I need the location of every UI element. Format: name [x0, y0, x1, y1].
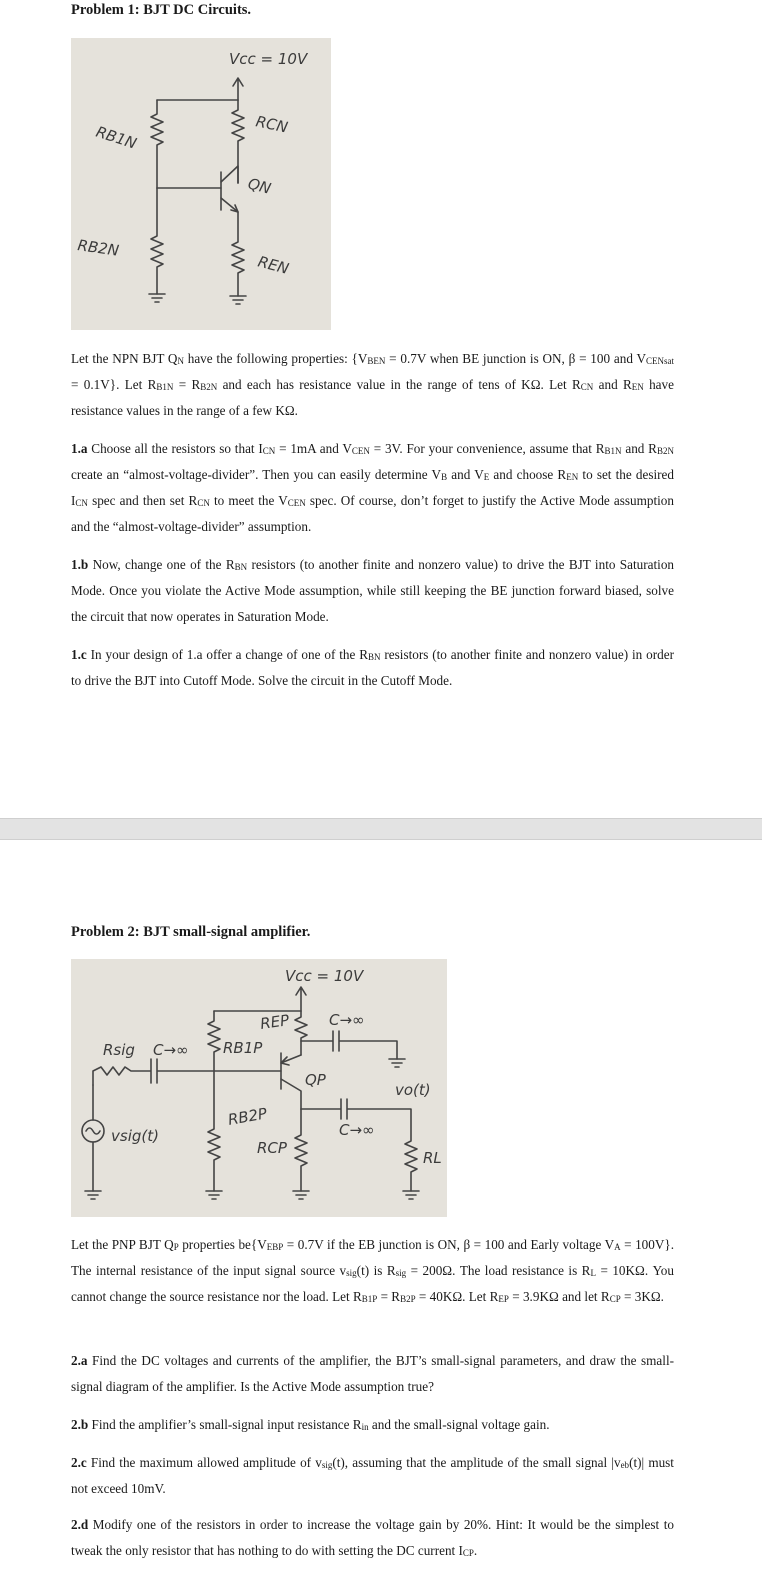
- rb2-label: RB2N: [76, 236, 121, 260]
- re-resistor: [295, 1011, 307, 1055]
- rl-label: RL: [423, 1149, 442, 1167]
- pnp-amplifier-drawing: [71, 959, 447, 1217]
- problem-1-schematic-photo: [71, 38, 331, 330]
- rb1-resistor: [151, 100, 163, 188]
- rb1-resistor: [208, 1011, 220, 1071]
- ground-s-icon: [85, 1191, 101, 1199]
- re-label: REN: [255, 252, 291, 278]
- problem-1a: 1.a Choose all the resistors so that $I_{CN} = 1mA$ and $V_{CEN} = 3V$. For your convenience, assume that $R_{B1N}$ and $R_{B2N}$ create an “almost-voltage-divider”. Then you can easily determine $V_B$ and $V_E$ and choose $R_{EN}$ to set the desired $I_{CN}$ spec and then set $R_{CN}$ to meet the $V_{CEN}$ spec. Of course, don’t forget to justify the Active Mode assumption and the “almost-voltage-divider” assumption.: [71, 441, 674, 534]
- collector-leg: [221, 166, 238, 183]
- problem-2a: 2.a Find the DC voltages and currents of the amplifier, the BJT’s small-signal parameters, and draw the small-signal diagram of the amplifier. Is the Active Mode assumption true?: [71, 1353, 674, 1394]
- ground-c-icon: [293, 1191, 309, 1199]
- ground-e-icon: [389, 1059, 405, 1067]
- rc-label: RCP: [257, 1139, 287, 1157]
- problem-1b: 1.b Now, change one of the $R_{BN}$ resistors (to another finite and nonzero value) to drive the BJT into Saturation Mode. Once you violate the Active Mode assumption, while still keeping the BE junction forward biased, solve the circuit that now operates in Saturation Mode.: [71, 557, 675, 624]
- re-label: REP: [259, 1011, 291, 1033]
- vsig-label: vsig(t): [111, 1127, 159, 1145]
- ground-2-icon: [230, 296, 246, 304]
- cap-e-label: C→∞: [329, 1011, 365, 1029]
- rb1-label: RB1N: [93, 122, 139, 153]
- vcc-label: Vcc = 10V: [229, 50, 308, 68]
- rc-label: RCN: [254, 112, 290, 137]
- emitter-cap: [301, 1031, 397, 1059]
- problem-1-title: Problem 1: BJT DC Circuits.: [71, 2, 252, 18]
- problem-1-intro: Let the NPN BJT $Q_N$ have the following properties: {$V_{BEN} = 0.7V$ when BE junction is ON, β = 100 and $V_{CENsat} = 0.1V$}. Let $R_{B1N} = R_{B2N}$ and each has resistance value in the range of tens of KΩ. Let $R_{CN}$ and $R_{EN}$ have resistance values in the range of a few KΩ.: [71, 351, 674, 418]
- npn-circuit-drawing: [71, 38, 331, 330]
- problem-2-schematic-photo: [71, 959, 447, 1217]
- cap-in-label: C→∞: [153, 1041, 189, 1059]
- vcc-arrow: [233, 78, 243, 100]
- problem-2-intro: Let the PNP BJT $Q_P$ properties $be\{V_{EBP} = 0.7V$ if the EB junction is ON, β = 100 and Early voltage $V_A = 100V$}. The internal resistance of the input signal source $v_{sig}(t)$ is $R_{sig} = 200\Omega$. The load resistance is $R_L = 10K\Omega$. You cannot change the source resistance nor the load. Let $R_{B1P} = R_{B2P} = 40K\Omega$. Let $R_{EP} = 3.9K\Omega$ and let $R_{CP} = 3K\Omega$.: [71, 1237, 675, 1304]
- collector-leg: [281, 1079, 301, 1109]
- rb2-resistor: [151, 188, 163, 294]
- q-label: QP: [305, 1071, 326, 1089]
- q-label: QN: [245, 174, 273, 198]
- emitter-leg: [281, 1055, 301, 1065]
- rb2-resistor: [208, 1071, 220, 1191]
- cap-out-label: C→∞: [339, 1121, 375, 1139]
- ground-1-icon: [149, 294, 165, 302]
- sine-icon: [86, 1128, 100, 1134]
- problem-2-title: Problem 2: BJT small-signal amplifier.: [71, 924, 311, 940]
- vo-label: vo(t): [395, 1081, 431, 1099]
- problem-2d: 2.d Modify one of the resistors in order to increase the voltage gain by 20%. Hint: It would be the simplest to tweak the only resistor that has nothing to do with setting the DC current $I_{CP}$.: [71, 1517, 674, 1558]
- rc-resistor: [295, 1109, 307, 1191]
- emitter-leg: [221, 198, 238, 212]
- rb2-label: RB2P: [226, 1104, 269, 1129]
- ground-l-icon: [403, 1191, 419, 1199]
- input-path: [93, 1059, 281, 1085]
- problem-2b: 2.b Find the amplifier’s small-signal input resistance $R_{in}$ and the small-signal voltage gain.: [71, 1417, 550, 1432]
- ground-b-icon: [206, 1191, 222, 1199]
- page-divider: [0, 818, 762, 840]
- rb1-label: RB1P: [223, 1039, 263, 1057]
- vcc-arrow: [296, 987, 306, 1011]
- problem-2c: 2.c Find the maximum allowed amplitude of $v_{sig}(t)$, assuming that the amplitude of the small signal $|v_{eb}(t)|$ must not exceed 10mV.: [71, 1455, 674, 1496]
- vcc-label: Vcc = 10V: [285, 967, 364, 985]
- page-2: [0, 840, 762, 1588]
- problem-1c: 1.c In your design of 1.a offer a change of one of the $R_{BN}$ resistors (to another finite and nonzero value) in order to drive the BJT into Cutoff Mode. Solve the circuit in the Cutoff Mode.: [71, 647, 674, 688]
- output-path: [301, 1099, 417, 1191]
- rsig-label: Rsig: [103, 1041, 135, 1059]
- re-resistor: [232, 212, 244, 296]
